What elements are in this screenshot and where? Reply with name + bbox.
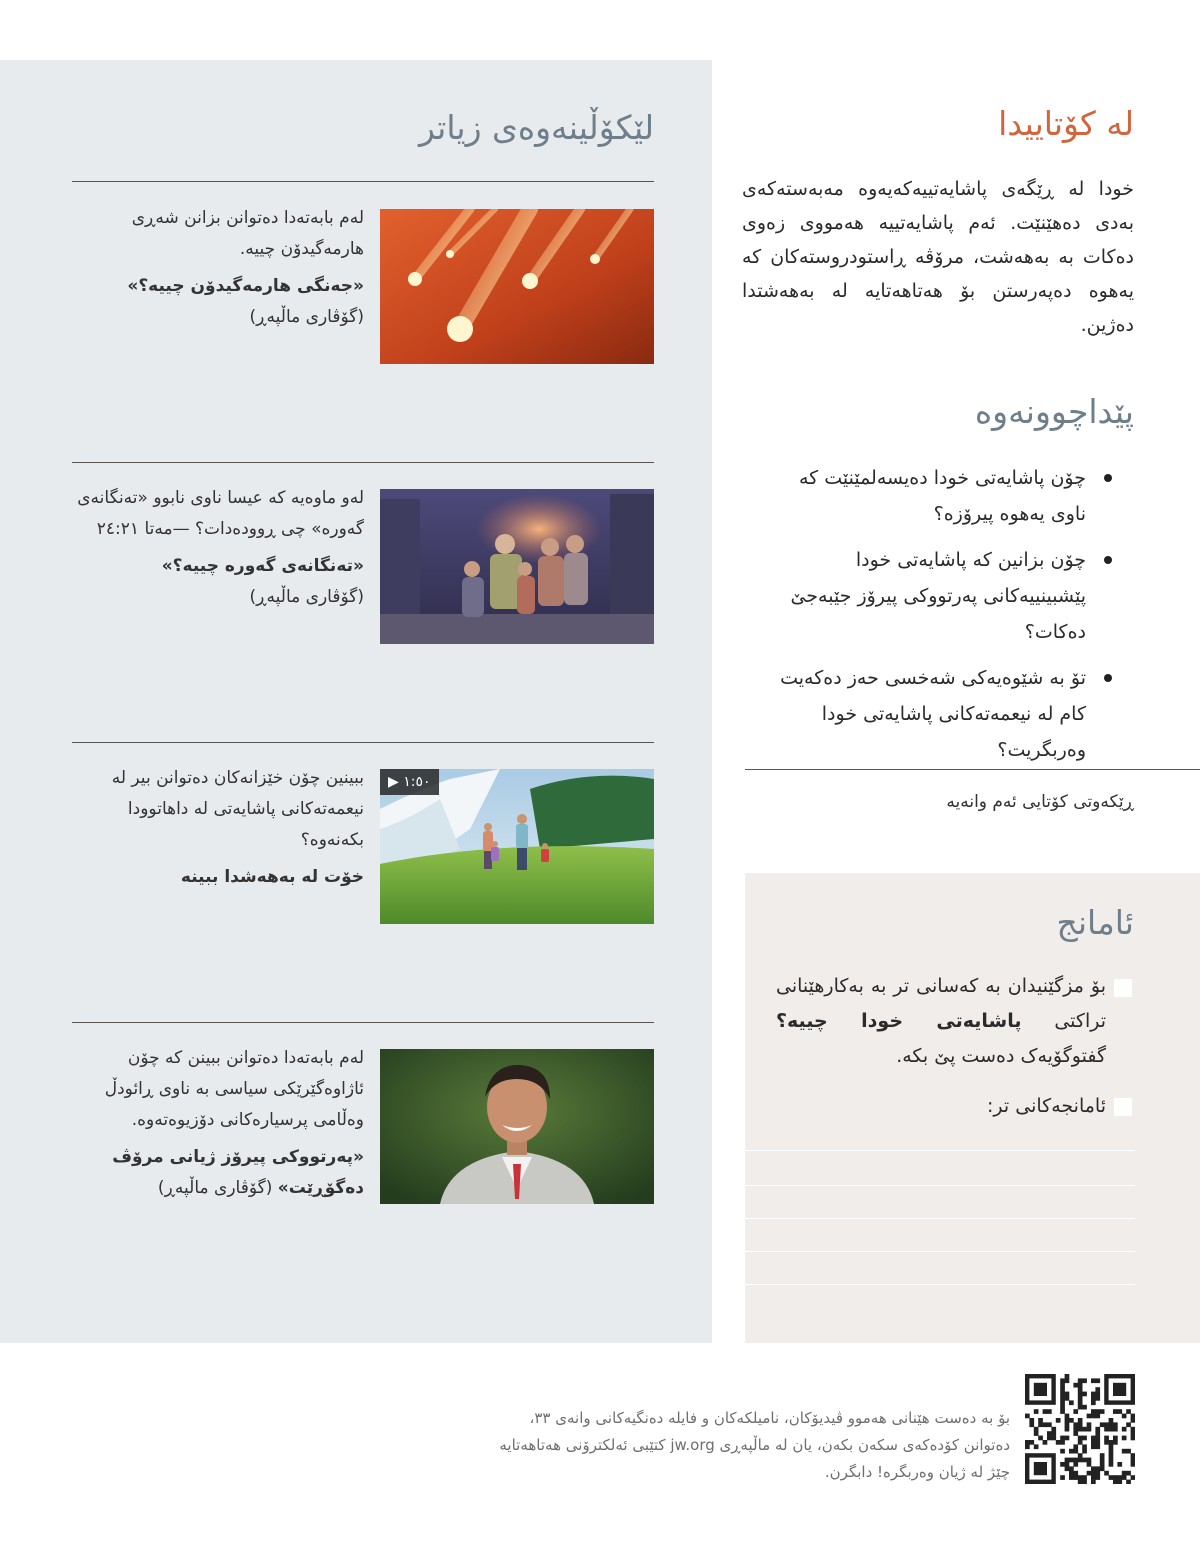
explore-item[interactable] <box>72 209 654 364</box>
explore-item-source: (گۆڤاری ماڵپەڕ) <box>249 587 364 607</box>
review-question: تۆ بە شێوەیەکی شەخسی حەز دەکەیت کام لە نیعمەتەکانی پاشایەتی خودا وەربگریت؟ <box>772 660 1112 768</box>
qr-code-icon[interactable] <box>1025 1374 1135 1484</box>
writing-line[interactable] <box>745 1218 1135 1219</box>
family-disaster-image[interactable] <box>380 489 654 644</box>
bullet-icon <box>1104 474 1112 482</box>
explore-item[interactable] <box>72 769 654 924</box>
explore-item[interactable] <box>72 489 654 644</box>
tract-title[interactable]: پاشایەتی خودا چییە؟ <box>776 1010 1022 1032</box>
explore-more-title: لێکۆڵینەوەی زیاتر <box>418 108 654 147</box>
meteors-image[interactable] <box>380 209 654 364</box>
footer-text: بۆ بە دەست هێنانی هەموو ڤیدیۆکان، نامیلکەکان و فایلە دەنگیەکانی وانەی ٣٣، دەتوانن کۆدەکەی سکەن بکەن، یان لە ماڵپەڕی jw.org کتێبی ئەلکترۆنی هەتاهەتایە چێژ لە ژیان وەربگرە! دابگرن. <box>499 1409 1010 1481</box>
explore-item-source: (گۆڤاری ماڵپەڕ) <box>157 1178 273 1198</box>
explore-item-text <box>72 763 364 893</box>
man-portrait[interactable] <box>380 1049 654 1204</box>
divider <box>72 181 654 182</box>
explore-item-text <box>72 203 364 333</box>
writing-line[interactable] <box>745 1185 1135 1186</box>
goal-item: ئامانجەکانی تر: <box>987 1095 1106 1117</box>
explore-item-text <box>72 1043 364 1204</box>
explore-item-description: لەو ماوەیە کە عیسا ناوی نابوو «تەنگانەی گەورە» چی ڕوودەدات؟ —مەتا ٢٤:٢١ <box>77 488 364 539</box>
explore-item-source: (گۆڤاری ماڵپەڕ) <box>249 307 364 327</box>
goal-item: بۆ مزگێنیدان بە کەسانی تر بە بەکارهێنانی تراکتی پاشایەتی خودا چییە؟ گفتوگۆیەک دەست پێ بکە. <box>776 975 1106 1067</box>
review-heading: پێداچوونەوە <box>974 392 1134 431</box>
goal-checkbox[interactable] <box>1114 1098 1132 1116</box>
video-duration: ▶ ١:٥٠ <box>380 769 439 795</box>
explore-item-description: ببینین چۆن خێزانەکان دەتوانن بیر لە نیعمەتەکانی پاشایەتی لە داهاتوودا بکەنەوە؟ <box>111 768 364 850</box>
goal-checkbox[interactable] <box>1114 979 1132 997</box>
explore-item-text <box>72 483 364 613</box>
explore-item-title[interactable]: «جەنگی هارمەگیدۆن چییە؟» <box>127 276 364 296</box>
writing-line[interactable] <box>745 1284 1135 1285</box>
divider <box>72 742 654 743</box>
explore-item[interactable] <box>72 1049 654 1204</box>
writing-line[interactable] <box>745 1251 1135 1252</box>
paradise-video[interactable] <box>380 769 654 924</box>
bullet-icon <box>1104 674 1112 682</box>
goal-box <box>745 873 1200 1343</box>
conclusion-heading: لە کۆتاییدا <box>998 104 1134 143</box>
explore-more-panel <box>0 60 712 1343</box>
conclusion-text: خودا لە ڕێگەی پاشایەتییەکەیەوە مەبەستەکەی بەدی دەهێنێت. ئەم پاشایەتییە هەمووی زەوی دەکات بە بەهەشت، مرۆڤە ڕاستودروستەکان کە یەهوە دەپەرستن بۆ هەتاهەتایە لە بەهەشتدا دەژین. <box>742 178 1134 336</box>
writing-line[interactable] <box>745 1150 1135 1151</box>
divider <box>745 769 1200 770</box>
explore-item-description: لەم بابەتەدا دەتوانن بزانن شەڕی هارمەگیدۆن چییە. <box>131 208 364 259</box>
explore-item-title[interactable]: «تەنگانەی گەورە چییە؟» <box>161 556 364 576</box>
explore-item-title[interactable]: خۆت لە بەهەشدا ببینە <box>180 867 364 887</box>
review-question: چۆن بزانین کە پاشایەتی خودا پێشبینییەکانی پەرتووکی پیرۆز جێبەجێ دەکات؟ <box>772 542 1112 650</box>
explore-item-title[interactable]: «پەرتووکی پیرۆز ژیانی مرۆڤ دەگۆڕێت» <box>112 1147 364 1198</box>
divider <box>72 462 654 463</box>
review-question: چۆن پاشایەتی خودا دەیسەلمێنێت کە ناوی یەهوە پیرۆزە؟ <box>772 460 1112 532</box>
explore-item-description: لەم بابەتەدا دەتوانن ببینن کە چۆن ئاژاوەگێرێکی سیاسی بە ناوی ڕائودڵ وەڵامی پرسیارەکانی دۆزیوەتەوە. <box>104 1048 364 1130</box>
bullet-icon <box>1104 556 1112 564</box>
divider <box>72 1022 654 1023</box>
review-list <box>772 460 1112 778</box>
completion-date-label: ڕێکەوتی کۆتایی ئەم وانەیە <box>946 792 1134 812</box>
goal-heading: ئامانج <box>1056 903 1134 942</box>
